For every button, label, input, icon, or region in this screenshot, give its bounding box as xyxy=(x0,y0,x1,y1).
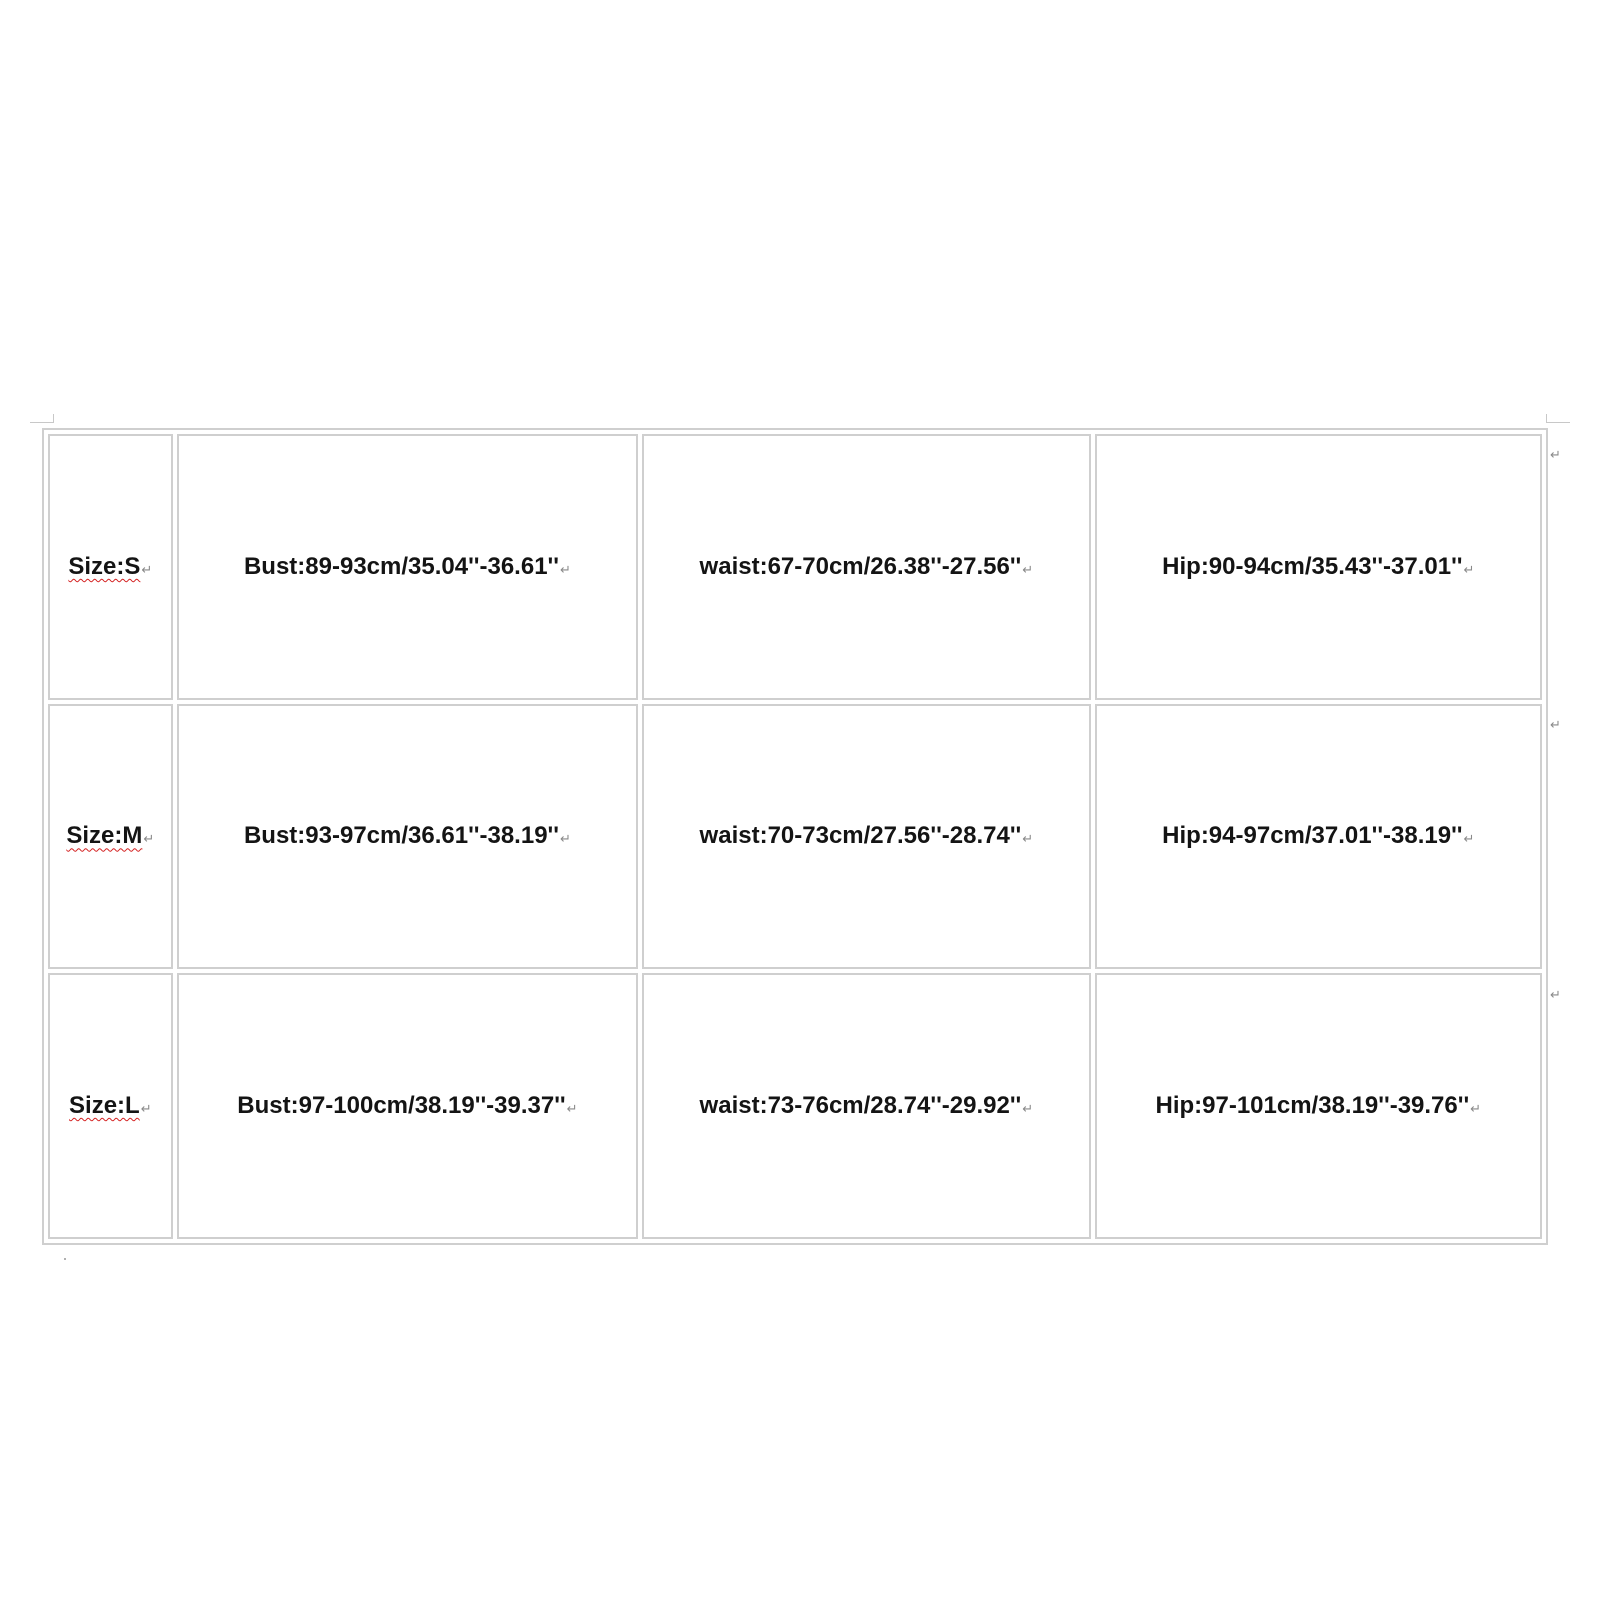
paragraph-mark-icon: ↵ xyxy=(140,1102,152,1118)
size-label: Size:M xyxy=(66,822,143,850)
table-row xyxy=(48,973,1542,1239)
paragraph-mark-icon: ↵ xyxy=(1022,562,1034,578)
waist-cell[interactable] xyxy=(642,704,1090,970)
waist-label: waist:73-76cm/28.74''-29.92'' xyxy=(699,1092,1022,1120)
page-corner-mark-top-right xyxy=(1546,422,1570,423)
paragraph-mark-icon: ↵ xyxy=(566,1102,578,1118)
bust-label: Bust:89-93cm/35.04''-36.61'' xyxy=(243,552,559,580)
waist-label: waist:67-70cm/26.38''-27.56'' xyxy=(699,552,1022,580)
hip-label: Hip:90-94cm/35.43''-37.01'' xyxy=(1162,552,1463,580)
paragraph-mark-icon: ↵ xyxy=(1463,562,1475,578)
size-chart-table xyxy=(42,428,1548,1245)
page-corner-mark-top-left xyxy=(30,422,54,423)
table-row xyxy=(48,704,1542,970)
hip-cell[interactable] xyxy=(1095,973,1542,1239)
hip-label: Hip:94-97cm/37.01''-38.19'' xyxy=(1162,822,1463,850)
bust-cell[interactable] xyxy=(177,434,638,700)
table-row xyxy=(48,434,1542,700)
paragraph-mark-icon: ↵ xyxy=(143,832,155,848)
paragraph-mark-icon: ↵ xyxy=(559,562,571,578)
hip-cell[interactable] xyxy=(1095,704,1542,970)
hip-cell[interactable] xyxy=(1095,434,1542,700)
paragraph-mark-icon: ↵ xyxy=(1022,832,1034,848)
waist-cell[interactable] xyxy=(642,973,1090,1239)
waist-cell[interactable] xyxy=(642,434,1090,700)
size-label: Size:L xyxy=(69,1092,140,1120)
bust-label: Bust:93-97cm/36.61''-38.19'' xyxy=(243,822,559,850)
bust-label: Bust:97-100cm/38.19''-39.37'' xyxy=(237,1092,566,1120)
size-cell[interactable] xyxy=(48,973,173,1239)
paragraph-mark-icon: ↵ xyxy=(559,832,571,848)
stray-dot xyxy=(64,1258,66,1260)
paragraph-mark-icon: ↵ xyxy=(141,562,153,578)
hip-label: Hip:97-101cm/38.19''-39.76'' xyxy=(1155,1092,1470,1120)
bust-cell[interactable] xyxy=(177,704,638,970)
paragraph-mark-icon: ↵ xyxy=(1022,1102,1034,1118)
waist-label: waist:70-73cm/27.56''-28.74'' xyxy=(699,822,1022,850)
bust-cell[interactable] xyxy=(177,973,638,1239)
size-label: Size:S xyxy=(68,552,141,580)
row-end-mark-icon: ↵ xyxy=(1550,718,1561,733)
size-cell[interactable] xyxy=(48,434,173,700)
paragraph-mark-icon: ↵ xyxy=(1463,832,1475,848)
size-cell[interactable] xyxy=(48,704,173,970)
paragraph-mark-icon: ↵ xyxy=(1470,1102,1482,1118)
page-corner-mark-top-right xyxy=(1546,414,1547,423)
row-end-mark-icon: ↵ xyxy=(1550,988,1561,1003)
page-corner-mark-top-left xyxy=(53,414,54,423)
row-end-mark-icon: ↵ xyxy=(1550,448,1561,463)
